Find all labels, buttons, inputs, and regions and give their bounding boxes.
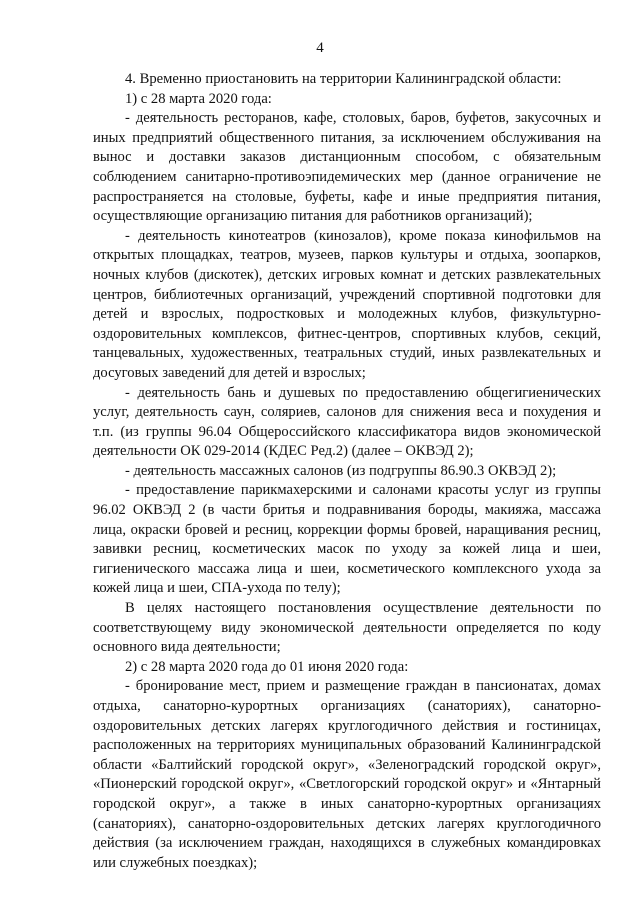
document-body xyxy=(93,70,601,873)
paragraph-beauty-salons: - предоставление парикмахерскими и салонами красоты услуг из группы 96.02 ОКВЭД 2 (в части бритья и подравнивания бороды, макияжа, массажа лица, окраски бровей и ресниц, коррекции формы бровей, наращивания ресниц, завивки ресниц, косметических масок по уходу за кожей лица и шеи, гигиенического массажа лица и шеи, косметического комплексного ухода за кожей лица и шеи, СПА-ухода по телу); xyxy=(93,482,601,597)
paragraph-restaurants: - деятельность ресторанов, кафе, столовых, баров, буфетов, закусочных и иных предприятий общественного питания, за исключением обслуживания на вынос и доставки заказов дистанционным способом, с обязательным соблюдением санитарно-противоэпидемических мер (данное ограничение не распространяется на столовые, буфеты, кафе и иные предприятия питания, осуществляющие организацию питания для работников организаций); xyxy=(93,110,601,225)
paragraph-item-4-heading: 4. Временно приостановить на территории Калининградской области: xyxy=(125,71,562,87)
subitem-1-heading: 1) с 28 марта 2020 года: xyxy=(125,90,272,107)
paragraph-accommodation: - бронирование мест, прием и размещение граждан в пансионатах, домах отдыха, санаторно-курортных организациях (санаториях), санаторно-оздоровительных детских лагерях круглогодичного действия и гостиницах, расположенных на территориях муниципальных образований Калининградской области «Балтийский городской округ», «Зеленоградский городской округ», «Пионерский городской округ», «Светлогорский городской округ» и «Янтарный городской округ», а также в иных санаторно-курортных организациях (санаториях), санаторно-оздоровительных детских лагерях круглогодичного действия (за исключением граждан, находящихся в служебных командировках или служебных поездках); xyxy=(93,678,601,871)
subitem-2-heading: 2) с 28 марта 2020 года до 01 июня 2020 года: xyxy=(125,658,409,675)
page-number: 4 xyxy=(316,40,324,56)
paragraph-activity-code: В целях настоящего постановления осуществление деятельности по соответствующему виду экономической деятельности определяется по коду основного вида деятельности; xyxy=(93,600,601,656)
paragraph-baths: - деятельность бань и душевых по предоставлению общегигиенических услуг, деятельность саун, соляриев, салонов для снижения веса и похудения и т.п. (из группы 96.04 Общероссийского классификатора видов экономической деятельности ОК 029-2014 (КДЕС Ред.2) (далее – ОКВЭД 2); xyxy=(93,384,601,460)
paragraph-massage: - деятельность массажных салонов (из подгруппы 86.90.3 ОКВЭД 2); xyxy=(125,462,557,479)
paragraph-cinemas: - деятельность кинотеатров (кинозалов), кроме показа кинофильмов на открытых площадках, театров, музеев, парков культуры и отдыха, зоопарков, ночных клубов (дискотек), детских игровых комнат и детских развлекательных центров, библиотечных организаций, учреждений спортивной подготовки для детей и взрослых, подростковых и молодежных клубов, физкультурно-оздоровительных комплексов, фитнес-центров, спортивных клубов, секций, танцевальных, художественных, театральных студий, иных развлекательных и досуговых заведений для детей и взрослых; xyxy=(93,227,601,381)
